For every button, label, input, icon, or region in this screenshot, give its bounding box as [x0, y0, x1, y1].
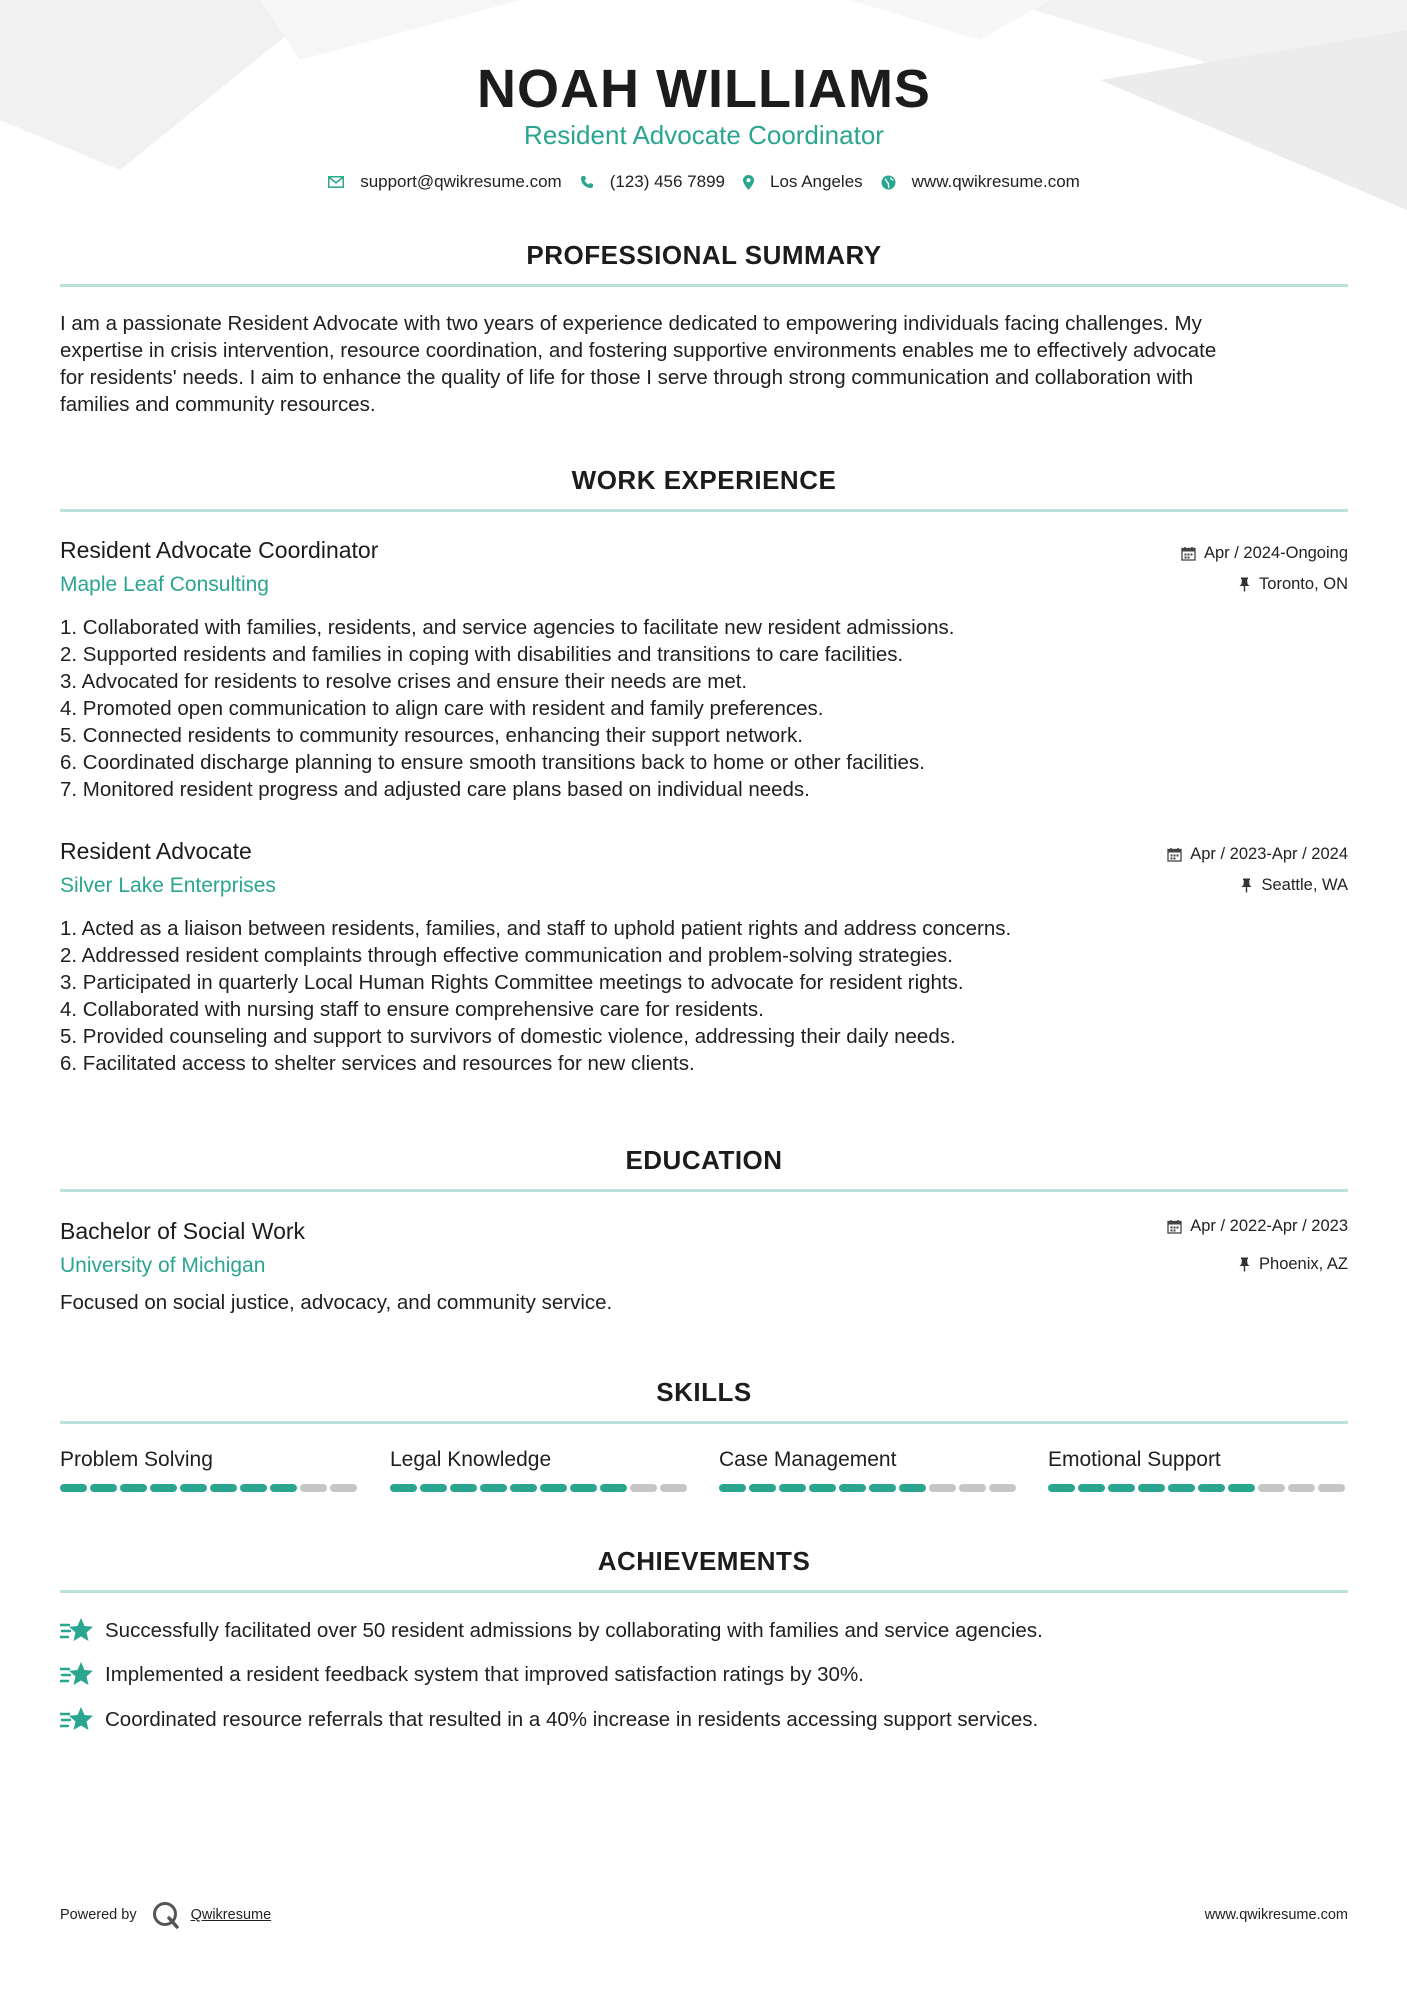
phone-icon [580, 175, 594, 189]
skill-segment-filled [1078, 1484, 1105, 1492]
summary-line: families and community resources. [60, 393, 376, 416]
globe-icon [881, 175, 896, 190]
star-icon [60, 1706, 93, 1733]
skills-divider [60, 1421, 1348, 1424]
footer-powered-by [60, 1900, 271, 1930]
job-location [1238, 575, 1348, 594]
skill-segment-empty [630, 1484, 657, 1492]
list-item: 5. Connected residents to community resources, enhancing their support network. [60, 724, 803, 747]
contact-email[interactable] [328, 172, 562, 192]
contact-bar [60, 172, 1348, 192]
skill-segment-empty [1258, 1484, 1285, 1492]
calendar-icon [1167, 847, 1182, 862]
qwikresume-logo-icon [151, 1900, 181, 1930]
education-divider [60, 1189, 1348, 1192]
list-item: 7. Monitored resident progress and adjusted care plans based on individual needs. [60, 778, 810, 801]
skill-name: Case Management [719, 1448, 897, 1471]
skill-level-bar [1048, 1484, 1348, 1492]
skill-segment-empty [959, 1484, 986, 1492]
job-title: Resident Advocate [60, 838, 252, 864]
skill-segment-filled [1168, 1484, 1195, 1492]
pushpin-icon [1238, 1257, 1251, 1272]
achievement-text: Implemented a resident feedback system that improved satisfaction ratings by 30%. [105, 1662, 864, 1686]
job-location-text: Seattle, WA [1261, 876, 1348, 894]
skill-item [60, 1448, 360, 1492]
skill-segment-filled [540, 1484, 567, 1492]
education-description: Focused on social justice, advocacy, and community service. [60, 1291, 613, 1314]
pushpin-icon [1238, 577, 1251, 592]
skill-level-bar [60, 1484, 360, 1492]
skill-segment-empty [300, 1484, 327, 1492]
achievement-item [60, 1706, 1348, 1733]
skill-name: Emotional Support [1048, 1448, 1221, 1471]
calendar-icon [1167, 1219, 1182, 1234]
skill-segment-filled [1108, 1484, 1135, 1492]
candidate-name: NOAH WILLIAMS [477, 59, 931, 119]
education-location-text: Phoenix, AZ [1259, 1255, 1348, 1273]
skill-segment-filled [150, 1484, 177, 1492]
skill-segment-filled [570, 1484, 597, 1492]
skill-segment-empty [660, 1484, 687, 1492]
skill-segment-filled [899, 1484, 926, 1492]
achievement-text: Successfully facilitated over 50 resident admissions by collaborating with families and service agencies. [105, 1618, 1043, 1642]
skill-segment-filled [510, 1484, 537, 1492]
contact-website[interactable] [881, 172, 1080, 192]
job-duties-list [60, 614, 1348, 803]
list-item: 3. Participated in quarterly Local Human Rights Committee meetings to advocate for resident rights. [60, 971, 964, 994]
skill-segment-filled [600, 1484, 627, 1492]
skill-segment-filled [180, 1484, 207, 1492]
skill-level-bar [390, 1484, 690, 1492]
skill-segment-filled [719, 1484, 746, 1492]
skill-segment-filled [480, 1484, 507, 1492]
job-duties-list [60, 915, 1348, 1077]
brand-link[interactable]: Qwikresume [190, 1907, 272, 1923]
job-dates [1167, 845, 1348, 864]
achievement-item [60, 1617, 1348, 1644]
list-item: 4. Collaborated with nursing staff to ensure comprehensive care for residents. [60, 998, 764, 1021]
job-location-text: Toronto, ON [1259, 575, 1348, 593]
footer-website[interactable]: www.qwikresume.com [1204, 1907, 1348, 1923]
achievement-text: Coordinated resource referrals that resulted in a 40% increase in residents accessing support services. [105, 1707, 1039, 1731]
experience-divider [60, 509, 1348, 512]
job-dates [1181, 544, 1348, 563]
skill-segment-filled [120, 1484, 147, 1492]
school-name: University of Michigan [60, 1254, 266, 1277]
education-dates-text: Apr / 2022-Apr / 2023 [1190, 1217, 1348, 1235]
skill-segment-filled [390, 1484, 417, 1492]
skill-name: Legal Knowledge [390, 1448, 552, 1471]
candidate-title: Resident Advocate Coordinator [524, 120, 884, 150]
achievements-divider [60, 1590, 1348, 1593]
skill-segment-filled [779, 1484, 806, 1492]
degree-title: Bachelor of Social Work [60, 1218, 306, 1244]
website-text: www.qwikresume.com [911, 172, 1080, 191]
skill-segment-filled [1138, 1484, 1165, 1492]
skill-segment-empty [1288, 1484, 1315, 1492]
phone-text: (123) 456 7899 [609, 172, 726, 191]
skill-segment-filled [210, 1484, 237, 1492]
summary-line: expertise in crisis intervention, resource coordination, and fostering supportive environments enables me to effectively advocate [60, 339, 1217, 362]
skill-segment-empty [1318, 1484, 1345, 1492]
job-company: Silver Lake Enterprises [60, 874, 276, 897]
skill-item [390, 1448, 690, 1492]
skill-segment-filled [869, 1484, 896, 1492]
skill-segment-filled [270, 1484, 297, 1492]
list-item: 6. Facilitated access to shelter services and resources for new clients. [60, 1052, 695, 1075]
skill-segment-empty [989, 1484, 1016, 1492]
skill-segment-filled [809, 1484, 836, 1492]
job-company: Maple Leaf Consulting [60, 573, 269, 596]
powered-by-label: Powered by [60, 1907, 137, 1923]
achievements-heading: ACHIEVEMENTS [597, 1546, 811, 1576]
contact-location [743, 172, 863, 192]
job-location [1240, 876, 1348, 895]
list-item: 1. Collaborated with families, residents, and service agencies to facilitate new resident admissions. [60, 616, 955, 639]
list-item: 1. Acted as a liaison between residents, families, and staff to uphold patient rights and address concerns. [60, 917, 1012, 940]
summary-heading: PROFESSIONAL SUMMARY [526, 240, 882, 270]
education-heading: EDUCATION [625, 1145, 783, 1175]
skill-segment-filled [1048, 1484, 1075, 1492]
skill-segment-filled [60, 1484, 87, 1492]
skill-segment-filled [240, 1484, 267, 1492]
pushpin-icon [1240, 878, 1253, 893]
list-item: 2. Addressed resident complaints through effective communication and problem-solving strategies. [60, 944, 953, 967]
location-text: Los Angeles [770, 172, 863, 191]
list-item: 4. Promoted open communication to align care with resident and family preferences. [60, 697, 824, 720]
skill-segment-empty [330, 1484, 357, 1492]
job-dates-text: Apr / 2024-Ongoing [1203, 544, 1348, 562]
summary-line: I am a passionate Resident Advocate with two years of experience dedicated to empowering individuals facing challenges. My [60, 312, 1202, 335]
list-item: 5. Provided counseling and support to survivors of domestic violence, addressing their daily needs. [60, 1025, 956, 1048]
skill-level-bar [719, 1484, 1019, 1492]
skill-segment-filled [1228, 1484, 1255, 1492]
calendar-icon [1181, 546, 1196, 561]
star-icon [60, 1617, 93, 1644]
skill-name: Problem Solving [60, 1448, 213, 1471]
skill-segment-filled [1198, 1484, 1225, 1492]
skill-segment-filled [450, 1484, 477, 1492]
map-pin-icon [743, 175, 754, 190]
list-item: 6. Coordinated discharge planning to ensure smooth transitions back to home or other facilities. [60, 751, 925, 774]
education-location [1238, 1255, 1348, 1274]
star-icon [60, 1661, 93, 1688]
experience-heading: WORK EXPERIENCE [571, 465, 837, 495]
summary-text [60, 310, 1348, 418]
email-text: support@qwikresume.com [360, 172, 562, 191]
envelope-icon [328, 176, 344, 188]
skill-segment-filled [749, 1484, 776, 1492]
achievement-item [60, 1661, 1348, 1688]
skill-segment-empty [929, 1484, 956, 1492]
skill-segment-filled [90, 1484, 117, 1492]
education-dates [1167, 1217, 1348, 1236]
summary-line: for residents' needs. I aim to enhance the quality of life for those I serve through strong communication and collaboration with [60, 366, 1194, 389]
skill-item [719, 1448, 1019, 1492]
job-title: Resident Advocate Coordinator [60, 537, 379, 563]
summary-divider [60, 284, 1348, 287]
skill-segment-filled [420, 1484, 447, 1492]
job-dates-text: Apr / 2023-Apr / 2024 [1190, 845, 1348, 863]
skill-segment-filled [839, 1484, 866, 1492]
skills-heading: SKILLS [656, 1377, 752, 1407]
skill-item [1048, 1448, 1348, 1492]
list-item: 3. Advocated for residents to resolve crises and ensure their needs are met. [60, 670, 748, 693]
list-item: 2. Supported residents and families in coping with disabilities and transitions to care facilities. [60, 643, 904, 666]
contact-phone[interactable] [580, 172, 725, 192]
